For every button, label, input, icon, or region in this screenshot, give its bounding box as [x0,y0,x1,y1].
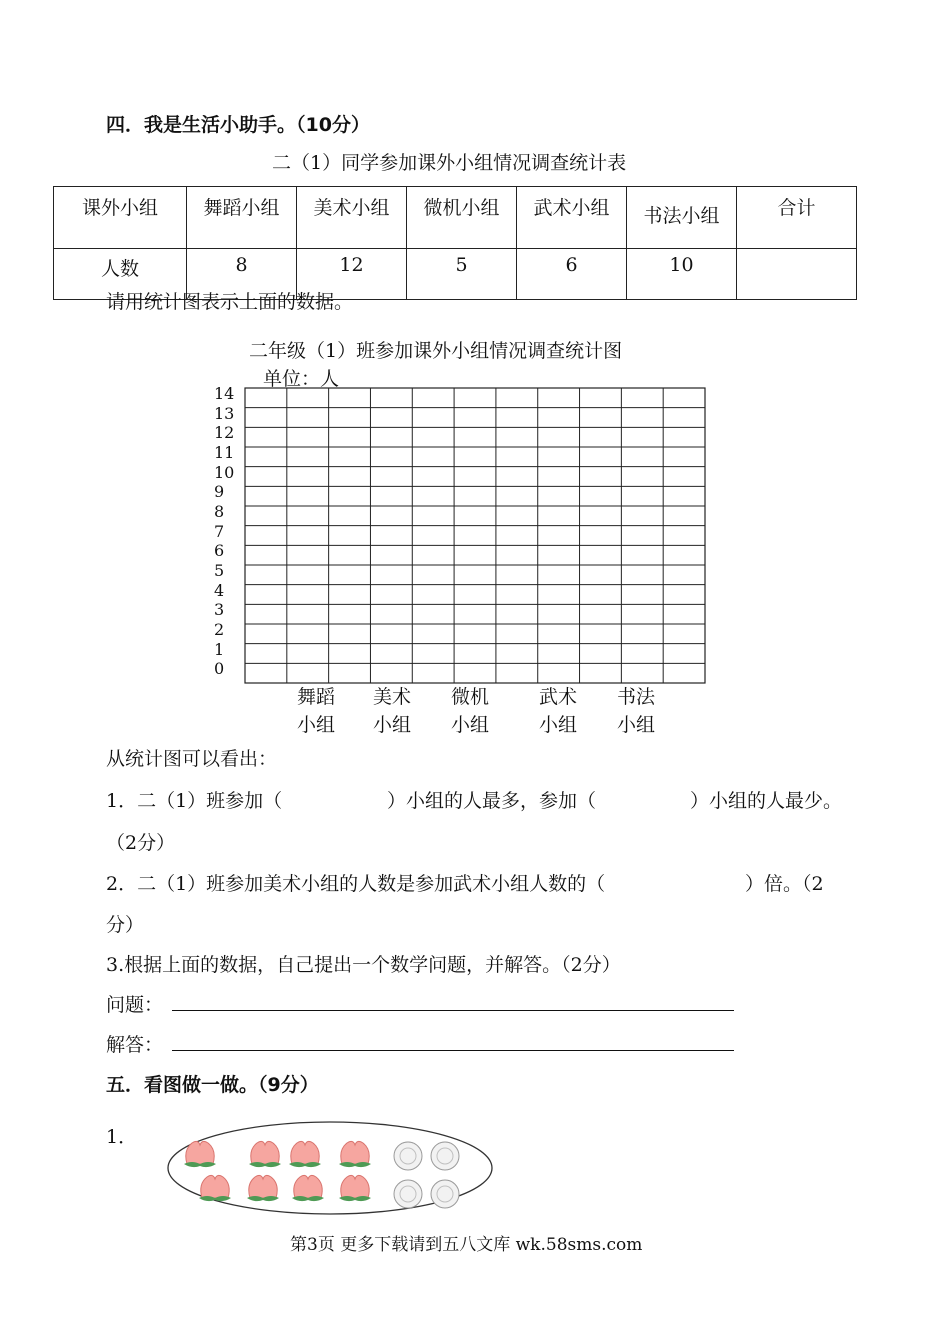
y-tick-label: 9 [214,482,225,502]
table-row-label: 人数 [54,249,187,300]
y-tick-label: 4 [214,580,225,600]
question-1-blank-most[interactable] [305,784,385,810]
table-cell: 10 [627,249,737,300]
chart-unit-label: 单位：人 [263,368,340,390]
x-category-label-line1: 美术 [372,686,411,708]
section-4-heading: 四．我是生活小助手。（10分） [106,114,370,136]
question-2-part-a: 2．二（1）班参加美术小组的人数是参加武术小组人数的（ [106,873,606,895]
chart-title: 二年级（1）班参加课外小组情况调查统计图 [249,340,623,362]
table-header-cell: 课外小组 [54,187,187,249]
y-tick-label: 10 [214,462,235,482]
peach-icon [289,1141,321,1167]
table-header-cell: 微机小组 [407,187,517,249]
y-tick-label: 0 [214,659,225,679]
y-tick-label: 7 [214,521,225,541]
y-tick-label: 13 [214,403,235,423]
x-category-label-line2: 小组 [296,714,335,736]
question-1-score: （2分） [106,832,176,854]
chart-instruction: 请用统计图表示上面的数据。 [106,291,354,313]
question-2-part-b: ）倍。（2 [745,873,824,895]
peach-icon [292,1175,324,1201]
section-5-heading: 五．看图做一做。（9分） [106,1074,319,1096]
page-footer: 第3页 更多下载请到五八文库 wk.58sms.com [290,1235,643,1255]
x-category-label [362,683,422,739]
peaches-and-plates-picture [160,1118,500,1218]
y-tick-label: 3 [214,600,225,620]
peach-icon [247,1175,279,1201]
x-category-label-line2: 小组 [616,714,655,736]
x-category-label [440,683,500,739]
question-answer-line[interactable] [172,1010,734,1011]
question-1-part-b: ）小组的人最多，参加（ [387,790,597,812]
table-header-cell: 书法小组 [627,187,737,249]
chart-observation-prompt: 从统计图可以看出： [106,748,278,770]
plate-icon [394,1142,422,1170]
x-category-label-line1: 书法 [616,686,655,708]
y-tick-label: 6 [214,541,225,561]
question-3: 3.根据上面的数据，自己提出一个数学问题，并解答。（2分） [106,954,621,976]
table-header-cell: 武术小组 [517,187,627,249]
table-header-cell: 舞蹈小组 [187,187,297,249]
table-cell: 8 [187,249,297,300]
plate-icon [431,1180,459,1208]
y-tick-label: 11 [214,443,235,462]
question-1-part-c: ）小组的人最少。 [690,790,843,812]
peach-icon [339,1141,371,1167]
table-header-cell: 合计 [737,187,857,249]
answer-label: 解答： [106,1034,164,1056]
y-tick-label: 8 [214,502,225,521]
question-1-blank-least[interactable] [628,784,688,810]
y-tick-label: 14 [214,384,235,403]
question-2-part-c: 分） [106,914,145,936]
table-cell: 6 [517,249,627,300]
item-1-number: 1． [106,1126,138,1148]
y-tick-label: 12 [214,423,235,443]
question-1-part-a: 1．二（1）班参加（ [106,790,283,812]
solution-answer-line[interactable] [172,1050,734,1051]
peach-icon [339,1175,371,1201]
table-title: 二（1）同学参加课外小组情况调查统计表 [272,152,627,174]
table-header-cell: 美术小组 [297,187,407,249]
x-category-label-line1: 武术 [538,686,577,708]
x-category-label [286,683,346,739]
table-cell: 5 [407,249,517,300]
x-category-label-line2: 小组 [450,714,489,736]
y-tick-label: 5 [214,561,225,580]
x-category-label-line1: 舞蹈 [296,686,335,708]
peach-icon [199,1175,231,1201]
peach-icon [249,1141,281,1167]
question-label: 问题： [106,994,164,1016]
y-tick-label: 2 [214,620,225,639]
plate-icon [431,1142,459,1170]
question-2-blank[interactable] [688,867,743,893]
x-category-label-line2: 小组 [538,714,577,736]
x-category-label-line2: 小组 [372,714,411,736]
x-category-label-line1: 微机 [450,686,489,708]
grid-border [245,388,705,683]
x-category-label [528,683,588,739]
table-cell: 12 [297,249,407,300]
plate-icon [394,1180,422,1208]
y-tick-label: 1 [214,639,225,659]
x-category-label [606,683,666,739]
